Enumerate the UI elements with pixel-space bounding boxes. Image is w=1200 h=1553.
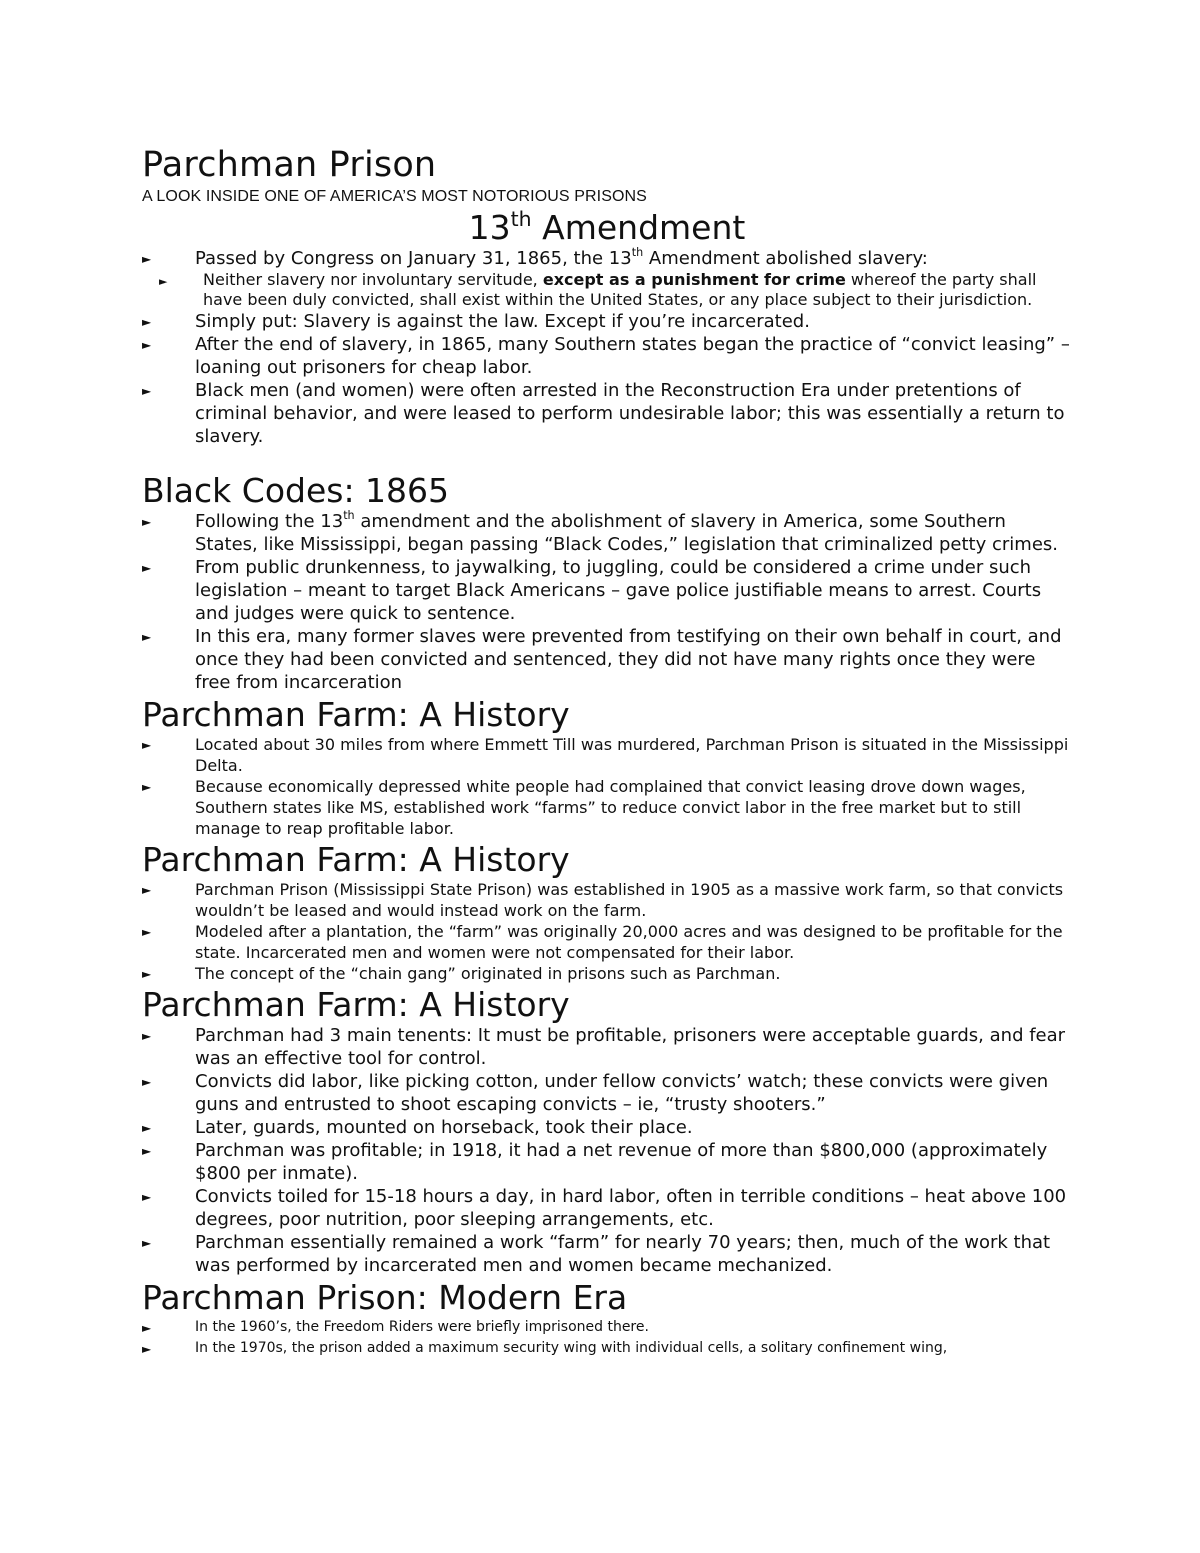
document-subtitle: A LOOK INSIDE ONE OF AMERICA’S MOST NOTORIOUS PRISONS <box>142 188 647 205</box>
arrow-bullet-icon: ► <box>142 1236 152 1250</box>
arrow-bullet-icon: ► <box>142 1029 152 1043</box>
list-item-quote: ► Neither slavery nor involuntary servitude, except as a punishment for crime whereof the party shall have been duly convicted, shall exist within the United States, or any place subject to their jurisdiction. <box>159 270 1037 309</box>
list-item: ► Parchman essentially remained a work “farm” for nearly 70 years; then, much of the work that was performed by incarcerated men and women became mechanized. <box>142 1232 1051 1276</box>
arrow-bullet-icon: ► <box>142 338 152 352</box>
section-heading-modern-era: Parchman Prison: Modern Era <box>142 1278 628 1317</box>
list-item: ► After the end of slavery, in 1865, many Southern states began the practice of “convict leasing” – loaning out prisoners for cheap labor. <box>142 334 1070 378</box>
amendment-sub-list <box>159 270 1072 310</box>
black-codes-bullet-list <box>142 510 1072 694</box>
section-heading-black-codes: Black Codes: 1865 <box>142 471 450 510</box>
arrow-bullet-icon: ► <box>142 561 152 575</box>
list-item: ► Later, guards, mounted on horseback, took their place. <box>142 1116 1072 1139</box>
arrow-bullet-icon: ► <box>142 738 152 752</box>
arrow-bullet-icon: ► <box>142 384 152 398</box>
list-item: ► Parchman Prison (Mississippi State Prison) was established in 1905 as a massive work farm, so that convicts wouldn’t be leased and would instead work on the farm. <box>142 880 1064 920</box>
list-item: ► Simply put: Slavery is against the law. Except if you’re incarcerated. <box>142 310 1072 333</box>
list-item: ► Black men (and women) were often arrested in the Reconstruction Era under pretentions of criminal behavior, and were leased to perform undesirable labor; this was essentially a return to slavery. <box>142 380 1065 447</box>
list-item: ► Because economically depressed white people had complained that convict leasing drove down wages, Southern states like MS, established work “farms” to reduce convict labor in the free market but to still manage to reap profitable labor. <box>142 777 1026 838</box>
arrow-bullet-icon: ► <box>142 1144 152 1158</box>
history-2-bullet-list <box>142 879 1072 984</box>
list-item: ► Convicts did labor, like picking cotton, under fellow convicts’ watch; these convicts were given guns and entrusted to shoot escaping convicts – ie, “trusty shooters.” <box>142 1071 1049 1115</box>
list-item: ► Following the 13th amendment and the abolishment of slavery in America, some Southern States, like Mississippi, began passing “Black Codes,” legislation that criminalized petty crimes. <box>142 509 1058 555</box>
amendment-bullet-list <box>142 247 1072 448</box>
document-title: Parchman Prison <box>142 145 437 185</box>
arrow-bullet-icon: ► <box>142 252 152 266</box>
arrow-bullet-icon: ► <box>142 925 152 939</box>
document-content <box>142 145 1072 1359</box>
section-heading-history-3: Parchman Farm: A History <box>142 985 570 1024</box>
history-1-bullet-list <box>142 734 1072 839</box>
arrow-bullet-icon: ► <box>142 1121 152 1135</box>
modern-era-bullet-list <box>142 1317 1072 1359</box>
list-item: ► Modeled after a plantation, the “farm” was originally 20,000 acres and was designed to be profitable for the state. Incarcerated men and women were not compensated for their labor. <box>142 922 1063 962</box>
list-item: ► From public drunkenness, to jaywalking, to juggling, could be considered a crime under such legislation – meant to target Black Americans – gave police justifiable means to arrest. Courts and judges were quick to sentence. <box>142 557 1042 624</box>
list-item: ► Parchman was profitable; in 1918, it had a net revenue of more than $800,000 (approximately $800 per inmate). <box>142 1140 1048 1184</box>
arrow-bullet-icon: ► <box>142 315 152 329</box>
arrow-bullet-icon: ► <box>142 780 152 794</box>
list-item: ► Parchman had 3 main tenents: It must be profitable, prisoners were acceptable guards, and fear was an effective tool for control. <box>142 1025 1066 1069</box>
arrow-bullet-icon: ► <box>142 515 152 529</box>
arrow-bullet-icon: ► <box>142 630 152 644</box>
list-item: ► The concept of the “chain gang” originated in prisons such as Parchman. <box>142 963 1072 984</box>
list-item: ► In this era, many former slaves were prevented from testifying on their own behalf in court, and once they had been convicted and sentenced, they did not have many rights once they were free from incarceration <box>142 626 1062 693</box>
arrow-bullet-icon: ► <box>142 883 152 897</box>
arrow-bullet-icon: ► <box>142 1190 152 1204</box>
list-item: ► In the 1960’s, the Freedom Riders were briefly imprisoned there. <box>142 1317 1072 1338</box>
arrow-bullet-icon: ► <box>142 1342 152 1356</box>
arrow-bullet-icon: ► <box>159 275 168 288</box>
section-heading-13th-amendment: 13th Amendment <box>468 206 746 247</box>
arrow-bullet-icon: ► <box>142 1321 152 1335</box>
arrow-bullet-icon: ► <box>142 967 152 981</box>
history-3-bullet-list <box>142 1024 1072 1277</box>
section-heading-history-1: Parchman Farm: A History <box>142 695 570 734</box>
arrow-bullet-icon: ► <box>142 1075 152 1089</box>
list-item: ► Convicts toiled for 15-18 hours a day, in hard labor, often in terrible conditions – heat above 100 degrees, poor nutrition, poor sleeping arrangements, etc. <box>142 1186 1067 1230</box>
list-item: ► Located about 30 miles from where Emmett Till was murdered, Parchman Prison is situated in the Mississippi Delta. <box>142 735 1069 775</box>
list-item: ► In the 1970s, the prison added a maximum security wing with individual cells, a solitary confinement wing, <box>142 1338 1072 1359</box>
list-item: ► Passed by Congress on January 31, 1865, the 13th Amendment abolished slavery: ► Neither slavery nor involuntary servitude, except as a punishment for crime whereof the party shall have been duly convicted, shall exist within the United States, or any place subject to their jurisdiction. <box>142 247 1072 310</box>
section-heading-history-2: Parchman Farm: A History <box>142 840 570 879</box>
